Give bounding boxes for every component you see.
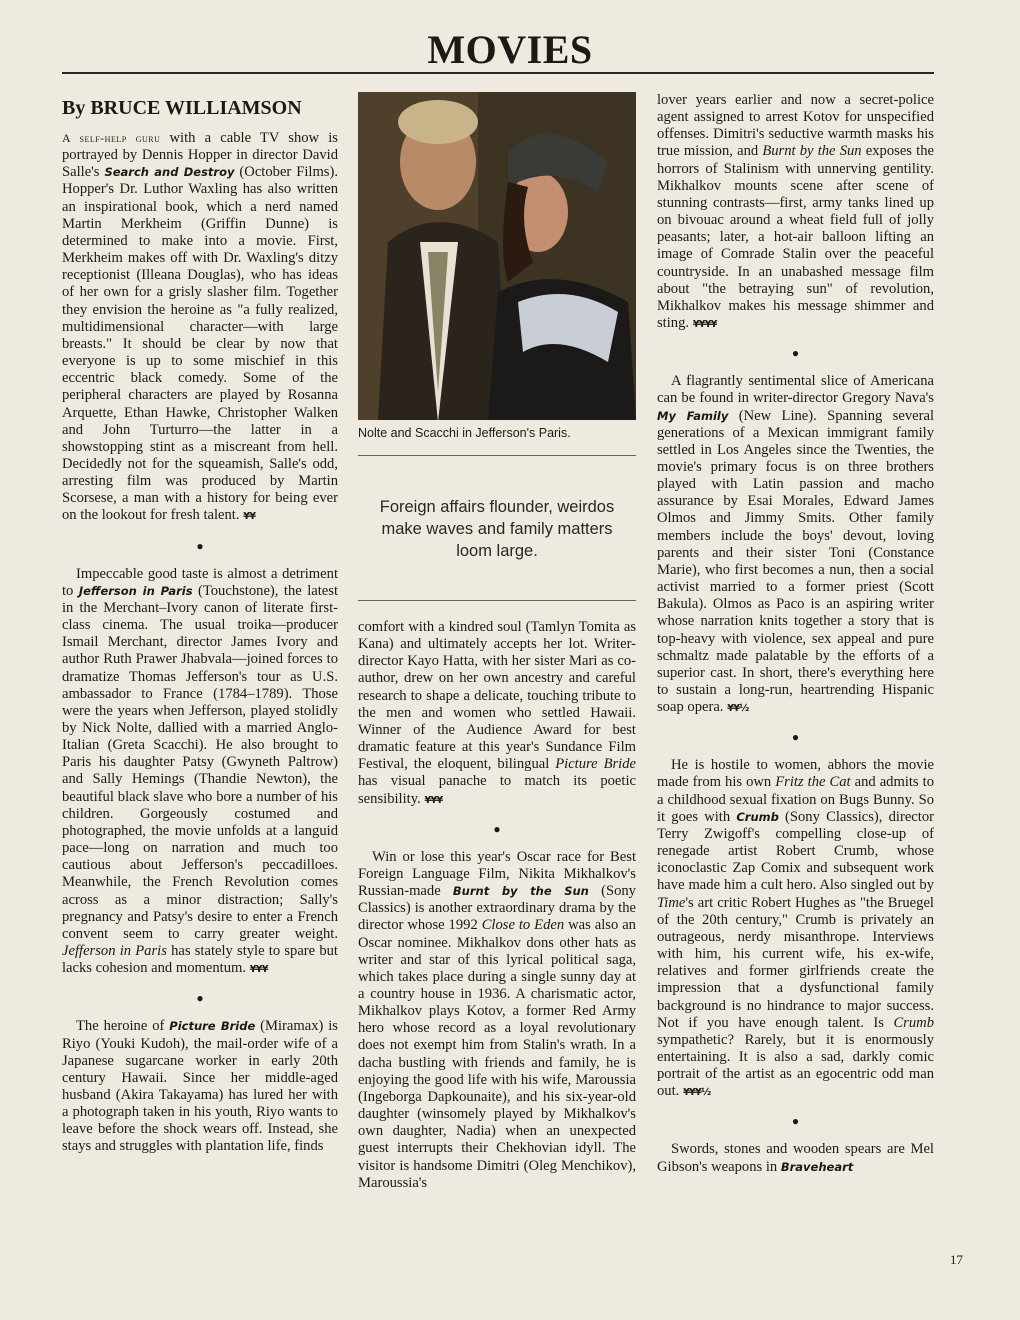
title-rule (62, 72, 934, 74)
column-1 (62, 92, 338, 1156)
page-title: MOVIES (427, 27, 593, 72)
section-bullet: ● (196, 991, 204, 1006)
section-bullet: ● (791, 1114, 800, 1129)
rating: ¥¥¥¥ (692, 319, 717, 331)
film-title: Picture Bride (169, 1019, 256, 1034)
review-braveheart: Swords, stones and wooden spears are Mel Gibson's weapons in Braveheart (657, 1141, 934, 1175)
film-title: Crumb (736, 809, 779, 824)
section-bullet: ● (493, 821, 501, 836)
photo-caption: Nolte and Scacchi in Jefferson's Paris. (358, 426, 571, 440)
film-title: My Family (657, 408, 729, 423)
film-title: Search and Destroy (104, 165, 235, 180)
byline: By BRUCE WILLIAMSON (62, 97, 302, 119)
review-crumb: He is hostile to women, abhors the movie made from his own Fritz the Cat and admits to a childhood sexual fixation on Bugs Bunny. So it goes with Crumb (Sony Classics), director Terry Zwigoff's compelling close-up of renegade artist Robert Crumb, whose iconoclastic Zap Comix and subsequent work have made him a cult hero. Also singled out by Time's art critic Robert Hughes as "the Bruegel of the 20th century," Crumb is privately an outrageous, nerdy misanthrope. Interviews with him, his current wife, his ex-wife, relatives and former girlfriends create the impression that a dysfunctional family background is no hindrance to major success. Not if you have enough talent. Is Crumb sympathetic? Rarely, but it is enormously entertaining. It is also a sad, darkly comic portrait of the artist as an egocentric odd man out. ¥¥¥½ (657, 757, 934, 1100)
section-bullet: ● (791, 346, 800, 361)
photo-illustration (358, 92, 636, 420)
rating: ¥¥¥ (424, 794, 443, 806)
film-still-photo (358, 92, 636, 420)
rating: ¥¥¥ (249, 964, 268, 976)
review-picture-bride-continued: comfort with a kindred soul (Tamlyn Tomita as Kana) and ultimately accepts her lot. Writer-director Kayo Hatta, with her sister Mari as co-author, drew on her own ancestry and careful research to shape a delicate, touching tribute to the men and women who settled Hawaii. Winner of the Audience Award for best dramatic feature at this year's Sundance Film Festival, the eloquent, bilingual Picture Bride has visual panache to match its poetic sensibility. ¥¥¥ (358, 619, 636, 807)
column-2 (358, 92, 636, 1192)
page-number: 17 (950, 1252, 963, 1267)
review-burnt-by-the-sun: Win or lose this year's Oscar race for Best Foreign Language Film, Nikita Mikhalkov's Russian-made Burnt by the Sun (Sony Classics) is another extraordinary drama by the director whose 1992 Close to Eden was also an Oscar nominee. Mikhalkov dons other hats as writer and star of this lyrical political saga, which takes place during a single sunny day at a country house in 1936. A charismatic actor, Mikhalkov plays Kotov, a former Red Army hero whose record as a loyal revolutionary does not exempt him from Stalin's wrath. In a dacha bustling with friends and family, he is enjoying the good life with his wife, Maroussia (Ingeborga Dapkounaite), and his six-year-old daughter (winsomely played by Mikhalkov's own daughter, Nadia) when an unexpected guest interrupts their Chekhovian idyll. The visitor is handsome Dimitri (Oleg Menchikov), Maroussia's (358, 848, 636, 1191)
column-3 (657, 92, 934, 1176)
rating: ¥¥½ (727, 703, 749, 715)
review-picture-bride: The heroine of Picture Bride (Miramax) is Riyo (Youki Kudoh), the mail-order wife of a Japanese sugarcane worker in early 20th century Hawaii. Since her middle-aged husband (Akira Takayama) has lured her with a photograph taken in his youth, Riyo wants to leave before the shock wears off. Instead, she stays and struggles with plantation life, finds (62, 1018, 338, 1155)
section-bullet: ● (196, 538, 204, 553)
film-title: Jefferson in Paris (78, 583, 193, 598)
lead-in: A self-help guru (62, 131, 161, 145)
section-bullet: ● (791, 730, 800, 745)
rating: ¥¥ (243, 511, 256, 523)
review-burnt-by-the-sun-continued: lover years earlier and now a secret-police agent assigned to arrest Kotov for unspecified offenses. Dimitri's seductive warmth masks his true mission, and Burnt by the Sun exposes the horrors of Stalinism with unnerving gentility. Mikhalkov mounts scene after scene of stunning contrasts—first, army tanks lined up on bivouac around a wheat field full of jolly peasants; later, a hot-air balloon lifting an image of Comrade Stalin over the peaceful countryside. In an unabashed message film about "the betraying sun" of revolution, Mikhalkov makes his message shimmer and sting. ¥¥¥¥ (657, 92, 934, 332)
review-jefferson-in-paris: Impeccable good taste is almost a detriment to Jefferson in Paris (Touchstone), the latest in the Merchant–Ivory canon of literate first-class cinema. The usual troika—producer Ismail Merchant, director James Ivory and author Ruth Prawer Jhabvala—joined forces to dramatize Thomas Jefferson's tour as U.S. ambassador to France (1784–1789). Those were the years when Jefferson, played stolidly by Nick Nolte, dallied with a married Anglo-Italian (Greta Scacchi). He also brought to Paris his daughter Patsy (Gwyneth Paltrow) and Sally Hemings (Thandie Newton), the beautiful black slave who bore a number of his children. Gorgeously costumed and photographed, the movie unfolds at a languid pace—long on narration and much too cautious about Jefferson's peccadilloes. Meanwhile, the French Revolution comes across as a minor distraction; Sally's pregnancy and Patsy's desire to enter a French convent seem to carry greater weight. Jefferson in Paris has stately style to spare but lacks cohesion and momentum. ¥¥¥ (62, 565, 338, 977)
pullquote-bottom-rule (358, 600, 636, 601)
film-title: Braveheart (780, 1159, 854, 1174)
review-search-and-destroy: A self-help guru with a cable TV show is portrayed by Dennis Hopper in director David Salle's Search and Destroy (October Films). Hopper's Dr. Luthor Waxling has also written an inspirational book, which a nerd named Martin Merkheim (Griffin Dunne) is determined to make into a movie. First, Merkheim makes off with Dr. Waxling's ditzy receptionist (Illeana Douglas), who has ideas of her own for a grisly slasher film. Together they envision the heroine as "a fully realized, multidimensional character—with large breasts." It should be clear by now that everyone is up to some mischief in this eccentric black comedy. Some of the peripheral characters are played by Rosanna Arquette, Ethan Hawke, Christopher Walken and John Turturro—the latter in a showstopping stint as a miscreant from hell. Decidedly not for the squeamish, Salle's odd, arresting film was produced by Martin Scorsese, a man with a history for being ever on the lookout for fresh talent. ¥¥ (62, 130, 338, 524)
rating: ¥¥¥½ (682, 1087, 711, 1099)
review-my-family: A flagrantly sentimental slice of Americana can be found in writer-director Gregory Nava's My Family (New Line). Spanning several generations of a Mexican immigrant family settled in Los Angeles since the Twenties, the movie's primary focus is on three brothers played with Latin passion and macho assurance by Esai Morales, Edward James Olmos and Jimmy Smits. Other family members include the boys' devout, loving parents and their sister Toni (Constance Marie), who first becomes a nun, then a social activist married to a former priest (Scott Bakula). Olmos as Paco is an aspiring writer whose narration knits together a story that is top-heavy with violence, sex appeal and pure schmaltz made palatable by the efforts of a superior cast. In short, there's everything here to sustain a long-run, heartrending Hispanic soap opera. ¥¥½ (657, 373, 934, 716)
film-title: Burnt by the Sun (452, 884, 589, 899)
pullquote: Foreign affairs flounder, weirdos make waves and family matters loom large. (379, 498, 615, 560)
